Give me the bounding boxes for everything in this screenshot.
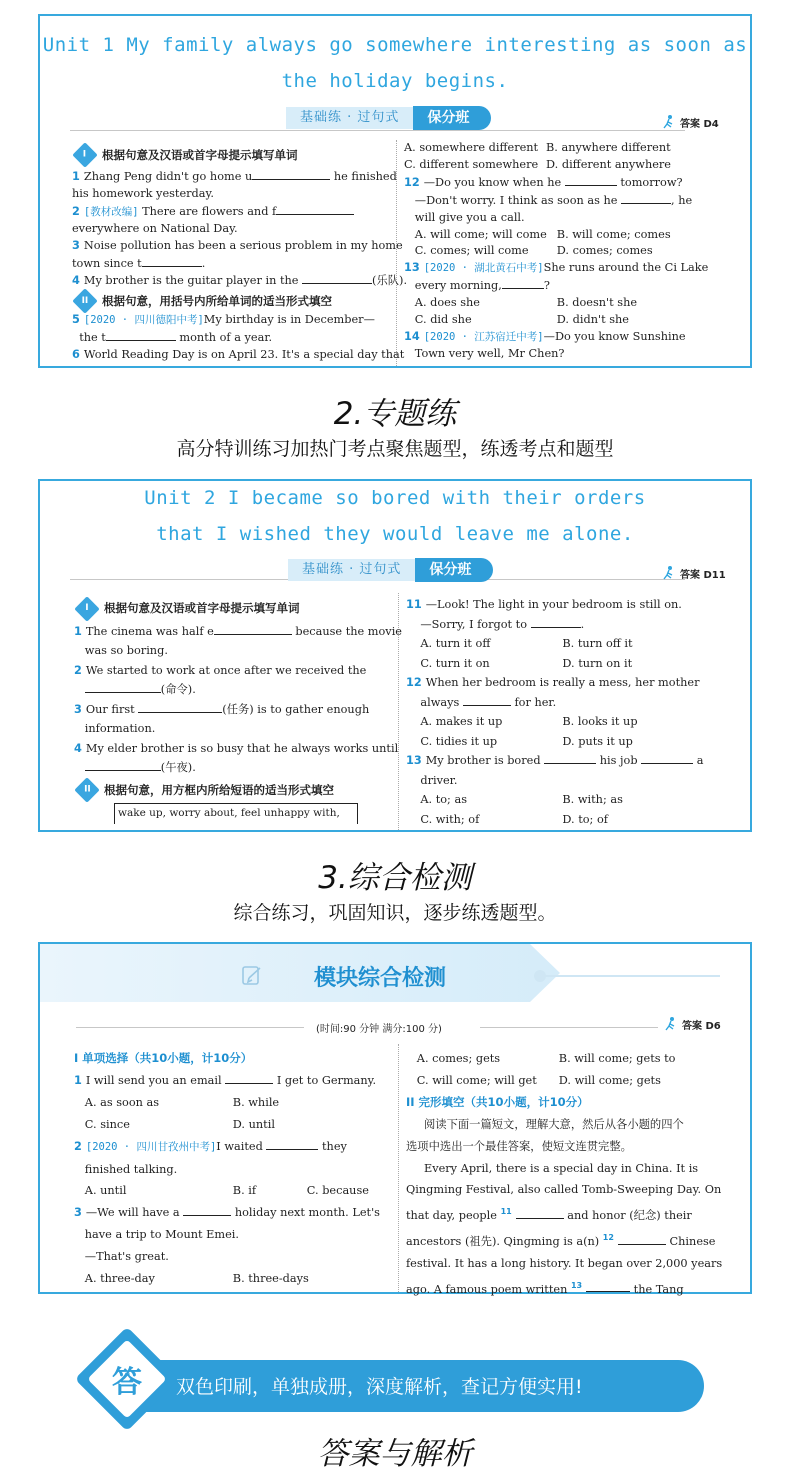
module-title: 模块综合检测 xyxy=(314,966,447,991)
ribbon-right-label: 保分班 xyxy=(413,106,491,130)
unit-2-title-line-2: that I wished they would leave me alone. xyxy=(156,523,634,545)
edit-icon xyxy=(240,964,264,988)
section-badge: II xyxy=(72,289,97,314)
section-label: 根据句意，用方框内所给短语的适当形式填空 xyxy=(104,782,334,797)
answer-ref xyxy=(662,565,726,581)
heading-special-practice: 2.专题练 xyxy=(333,396,457,432)
section-badge: I xyxy=(74,596,99,621)
right-column: A. comes; gets B. will come; gets to C. will come; will get D. will come; gets II 完形填空（共10小题，计10分） 阅读下面一篇短文，理解大意，然后从各小题的四个 选项中选出一个最佳答案，使短文连贯完整。 Every April, there is a special day in China. It is Qingming Festival, also called Tomb-Sweeping Day. On that day, people $^{11}$ and honor (纪念) their ancestors (祖先). Qingming is a(n) $^{12}$ Chinese festival. It has a long history. It began over 2,000 years ago. A famous poem written $^{13}$ the Tang xyxy=(406,1052,723,1296)
section-1-heading xyxy=(72,146,390,164)
heading-comprehensive-test: 3.综合检测 xyxy=(318,860,472,896)
section-I-heading: I 单项选择（共10小题，计10分） xyxy=(74,1051,253,1065)
runner-icon xyxy=(664,1016,678,1032)
right-column: A. somewhere different B. anywhere different C. different somewhere D. different anywhere 12 —Do you know when he tomorrow? —Don't worry. I think as soon as he , he will give you a call. A. will come; will come B. will come; comes C. comes; will come D. comes; comes 13 [2020 · 湖北黄石中考]She runs around the Ci Lake every morning, ? A. does she B. doesn't she C. did she D. didn't she 14 [2020 · 江苏宿迁中考]—Do you know Sunshine Town very well, Mr Chen? xyxy=(404,141,709,360)
answer-icon-char: 答 xyxy=(112,1365,142,1400)
answer-ref xyxy=(664,1016,721,1032)
section-2-heading xyxy=(74,781,392,801)
ribbon-left-label: 基础练 · 过句式 xyxy=(288,559,415,581)
ribbon-tag xyxy=(286,106,491,130)
section-2-heading xyxy=(72,292,390,310)
answer-ref-text: 答案 D11 xyxy=(680,569,726,581)
section-1-heading xyxy=(74,599,392,619)
runner-icon xyxy=(662,114,676,130)
section-label: 根据句意，用括号内所给单词的适当形式填空 xyxy=(102,293,332,308)
module-header-dot xyxy=(534,970,546,982)
meta-rule-left xyxy=(76,1027,304,1028)
section-badge: II xyxy=(74,778,99,803)
section-badge: I xyxy=(72,142,97,167)
unit-1-title-line-2: the holiday begins. xyxy=(281,70,509,92)
ribbon-rule xyxy=(70,130,685,131)
section-label: 根据句意及汉语或首字母提示填写单词 xyxy=(104,601,300,615)
section-II-heading: II 完形填空（共10小题，计10分） xyxy=(406,1094,589,1109)
answer-ref-text: 答案 D6 xyxy=(682,1020,721,1032)
column-divider xyxy=(398,1044,399,1292)
unit-1-title-line-1: Unit 1 My family always go somewhere interesting as soon as xyxy=(42,34,748,56)
left-column: I 根据句意及汉语或首字母提示填写单词 1 Zhang Peng didn't go home u he finished his homework yesterday. 2 [教材改编] There are flowers and f everywhere on National Day. 3 Noise pollution has been a serious problem in my home town since t . 4 My brother is the guitar player in the (乐队). II 根据句意，用括号内所给单词的适当形式填空 5 [2020 · 四川德阳中考]My birthday is in December— the t month of a year. 6 World Reading Day is on April 23. It's a special day that xyxy=(72,146,390,364)
answer-banner-text: 双色印刷，单独成册，深度解析，查记方便实用! xyxy=(176,1376,583,1398)
ribbon-tag xyxy=(288,558,493,582)
left-column: I 单项选择（共10小题，计10分） 1 I will send you an email I get to Germany. A. as soon as B. while C. since D. until 2 [2020 · 四川甘孜州中考]I waited they finished talking. A. until B. if C. because 3 —We will have a holiday next month. Let's have a trip to Mount Emei. —That's great. A. three-day B. three-days xyxy=(74,1048,392,1290)
module-header-line xyxy=(540,975,720,977)
answer-ref xyxy=(662,114,719,130)
section-label: 根据句意及汉语或首字母提示填写单词 xyxy=(102,147,298,162)
meta-rule-right xyxy=(480,1027,658,1028)
phrase-box: wake up, worry about, feel unhappy with, xyxy=(114,803,358,824)
module-header-band xyxy=(40,944,560,1002)
panel-unit-1 xyxy=(38,14,752,368)
unit-2-title-line-1: Unit 2 I became so bored with their orders xyxy=(144,487,646,509)
answer-ref-text: 答案 D4 xyxy=(680,118,719,130)
panel-module-test xyxy=(38,942,752,1294)
subtext-comprehensive-test: 综合练习，巩固知识，逐步练透题型。 xyxy=(233,902,557,924)
panel-unit-2 xyxy=(38,479,752,832)
right-column: 11 —Look! The light in your bedroom is still on. —Sorry, I forgot to . A. turn it off B. turn off it C. turn it on D. turn on it 12 When her bedroom is really a mess, her mother always for her. A. makes it up B. looks it up C. tidies it up D. puts it up 13 My brother is bored his job a driver. A. to; as B. with; as C. with; of D. to; of xyxy=(406,598,704,826)
ribbon-right-label: 保分班 xyxy=(415,558,493,582)
left-column: I 根据句意及汉语或首字母提示填写单词 1 The cinema was half e because the movie was so boring. 2 We started to work at once after we received the (命令). 3 Our first (任务) is to gather enough information. 4 My elder brother is so busy that he always works until (午夜). II 根据句意，用方框内所给短语的适当形式填空 wake up, worry about, feel unhappy with, xyxy=(74,599,392,824)
runner-icon xyxy=(662,565,676,581)
time-score-meta: (时间:90 分钟 满分:100 分) xyxy=(316,1024,442,1035)
heading-answers: 答案与解析 xyxy=(317,1436,473,1472)
subtext-special-practice: 高分特训练习加热门考点聚焦题型，练透考点和题型 xyxy=(176,438,614,460)
ribbon-left-label: 基础练 · 过句式 xyxy=(286,107,413,129)
